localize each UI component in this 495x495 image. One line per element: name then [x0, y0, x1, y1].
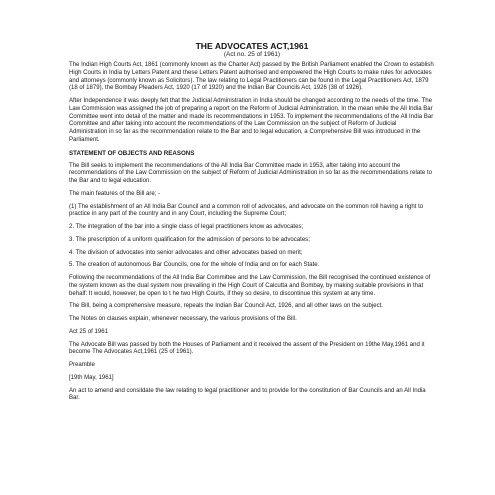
paragraph-independence: After Independence it was deeply felt that the Judicial Administration in India should be changed according to the needs of the time. The Law Commission was assigned the job of preparing a report on the Reform of Judicial Administration. In the mean while the All India Bar Committee went into detail of the matter and made its recommendations in 1953. To implement the recommendations of the All India Bar Committee and after taking into account the recommendations of the Law Commission on the subject of Reform of Judicial Administration in so far as the recommendation relate to the Bar and to legal education, a Comprehensive Bill was introduced in the Parliament.	[69, 98, 434, 143]
document-page	[69, 41, 435, 408]
feature-item-1: (1) The establishment of an All India Bar Council and a common roll of advocates, and advocate on the common roll having a right to practice in any part of the country and in any Court, including the Supreme Court;	[69, 203, 424, 218]
section-heading-objects: STATEMENT OF OBJECTS AND REASONS	[69, 149, 195, 157]
feature-item-4: 4. The division of advocates into senior advocates and other advocates based on merit;	[69, 249, 303, 256]
feature-item-3: 3. The prescription of a uniform qualification for the admission of persons to be advocates;	[69, 236, 310, 243]
paragraph-dual-system: Following the recommendations of the All India Bar Committee and the Law Commission, the Bill recognised the continued existence of the system known as the dual system now prevailing in the High Court of Calcutta and Bombay, by making suitable provisions in that behalf: It would, however, be open to t he two High Courts, if they so desire, to discontinue this system at any time.	[69, 275, 431, 297]
paragraph-bill-aim: The Bill seeks to implement the recommendations of the All India Bar Committee made in 1953, after taking into account the recommendations of the Law Commission on the subject of Reform of Judicial Administration in so far as the recommendations relate to the Bar and to legal education.	[69, 162, 432, 184]
paragraph-repeal: The Bill, being a comprehensive measure, repeals the Indian Bar Council Act, 1926, and all other laws on the subject.	[69, 303, 383, 310]
feature-item-2: 2. The integration of the bar into a single class of legal practitioners know as advocates;	[69, 224, 304, 230]
document-title: THE ADVOCATES ACT,1961	[195, 41, 309, 51]
paragraph-act-purpose: An act to amend and consildate the law relating to legal practitioner and to provide for the constitution of Bar Councils and an All India Bar.	[69, 387, 426, 402]
paragraph-act-number: Act 25 of 1961	[69, 328, 108, 335]
paragraph-notes: The Notes on clauses explain, whenever necessary, the various provisions of the Bill.	[69, 316, 297, 322]
paragraph-assent: The Advocate Bill was passed by both the Houses of Parliament and it received the assent of the President on 19the May,1961 and it become The Advocates Act,1961 (25 of 1961).	[69, 341, 425, 356]
document-subtitle: (Act no. 25 of 1961)	[223, 51, 281, 58]
paragraph-preamble-label: Preamble	[69, 362, 95, 368]
paragraph-date: [19th May, 1961]	[69, 374, 114, 381]
paragraph-main-features: The main features of the Bill are; -	[69, 190, 161, 197]
feature-item-5: 5. The creation of autonomous Bar Councils, one for the whole of India and on for each State.	[69, 262, 320, 269]
paragraph-history: The Indian High Courts Act, 1861 (commonly known as the Charter Act) passed by the British Parliament enabled the Crown to establish High Courts in India by Letters Patent and these Letters Patent authorised and empowered the High Courts to make rules for advocates and attorneys (commonly known as Solicitors). The law relating to Legal Practitioners can be found in the Legal Practitioners Act, 1879 (18 of 1879), the Bombay Pleaders Act, 1920 (17 of 1920) and the Indian Bar Councils Act, 1926 (38 of 1926).	[69, 62, 434, 92]
